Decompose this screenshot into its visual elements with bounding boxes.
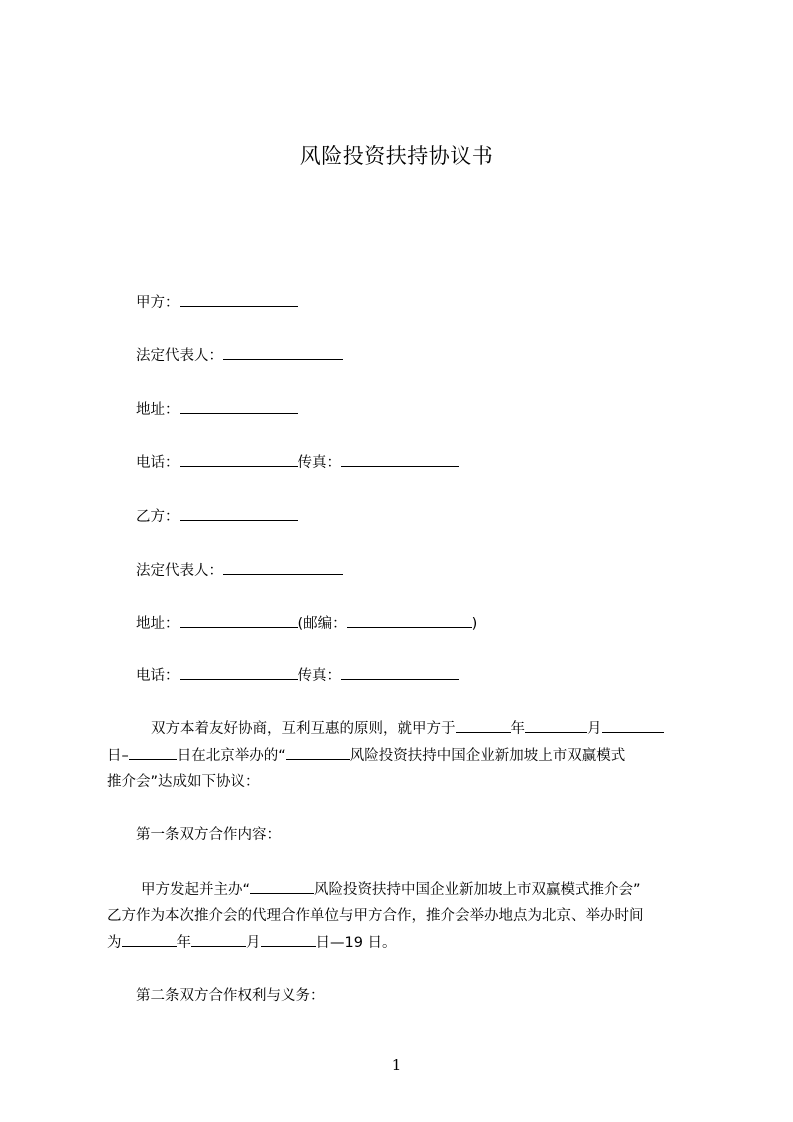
party-b-phone-fax-field <box>136 665 459 686</box>
party-a-rep-label: 法定代表人： <box>136 348 223 364</box>
party-b-address-label: 地址： <box>136 616 180 632</box>
party-b-name-label: 乙方： <box>136 509 180 525</box>
intro-line-3: 推介会”达成如下协议： <box>107 774 260 790</box>
intro-line-2 <box>107 745 625 766</box>
party-a-fax-label: 传真： <box>297 455 341 471</box>
article1-line-1 <box>141 879 641 900</box>
article1-day-blank[interactable] <box>261 932 316 947</box>
party-a-rep-field <box>136 345 343 366</box>
party-a-name-blank[interactable] <box>180 292 298 307</box>
party-a-name-label: 甲方： <box>136 295 180 311</box>
intro-line-1 <box>151 718 664 739</box>
article1-line-2: 乙方作为本次推介会的代理合作单位与甲方合作，推介会举办地点为北京、举办时间 <box>107 908 644 924</box>
intro-line1-text: 双方本着友好协商，互利互惠的原则，就甲方于 <box>151 721 456 737</box>
party-b-name-blank[interactable] <box>180 506 298 521</box>
party-b-address-field <box>136 613 477 634</box>
intro-year-label: 年 <box>510 721 525 737</box>
intro-day-blank[interactable] <box>602 718 664 733</box>
party-b-fax-label: 传真： <box>297 668 341 684</box>
party-b-postcode-close: ) <box>471 616 478 632</box>
article1-month-blank[interactable] <box>191 932 246 947</box>
document-title: 风险投资扶持协议书 <box>299 144 494 168</box>
intro-line2-text: 日在北京举办的“ <box>176 748 286 764</box>
article1-event-blank[interactable] <box>250 879 314 894</box>
party-a-name-field <box>136 292 298 313</box>
intro-year-blank[interactable] <box>456 718 511 733</box>
intro-line2-day: 日– <box>107 748 129 764</box>
article1-line3-suffix: 日—19 日。 <box>315 935 397 951</box>
party-b-phone-blank[interactable] <box>180 665 298 680</box>
intro-month-blank[interactable] <box>525 718 587 733</box>
intro-day2-blank[interactable] <box>129 745 177 760</box>
party-b-rep-blank[interactable] <box>223 560 343 575</box>
article1-line1-suffix: 风险投资扶持中国企业新加坡上市双赢模式推介会” <box>314 882 641 898</box>
article2-heading: 第二条双方合作权利与义务： <box>136 988 325 1004</box>
intro-event-blank[interactable] <box>286 745 350 760</box>
article1-year-blank[interactable] <box>122 932 177 947</box>
party-a-address-field <box>136 399 298 420</box>
article1-line3-prefix: 为 <box>107 935 122 951</box>
party-b-rep-label: 法定代表人： <box>136 563 223 579</box>
party-a-phone-label: 电话： <box>136 455 180 471</box>
article1-line-3 <box>107 932 397 953</box>
page-number: 1 <box>391 1056 402 1074</box>
article1-year-label: 年 <box>176 935 191 951</box>
party-b-postcode-label: (邮编： <box>297 616 347 632</box>
intro-month-label: 月 <box>587 721 602 737</box>
party-b-name-field <box>136 506 298 527</box>
party-a-phone-fax-field <box>136 452 459 473</box>
article1-month-label: 月 <box>246 935 261 951</box>
party-a-phone-blank[interactable] <box>180 452 298 467</box>
party-a-rep-blank[interactable] <box>223 345 343 360</box>
party-b-address-blank[interactable] <box>180 613 298 628</box>
party-a-address-label: 地址： <box>136 402 180 418</box>
party-b-rep-field <box>136 560 343 581</box>
article1-heading: 第一条双方合作内容： <box>136 827 281 843</box>
intro-line2-suffix: 风险投资扶持中国企业新加坡上市双赢模式 <box>349 748 626 764</box>
party-a-fax-blank[interactable] <box>341 452 459 467</box>
article1-line1-prefix: 甲方发起并主办“ <box>141 882 251 898</box>
party-b-phone-label: 电话： <box>136 668 180 684</box>
party-b-postcode-blank[interactable] <box>347 613 472 628</box>
party-a-address-blank[interactable] <box>180 399 298 414</box>
party-b-fax-blank[interactable] <box>341 665 459 680</box>
